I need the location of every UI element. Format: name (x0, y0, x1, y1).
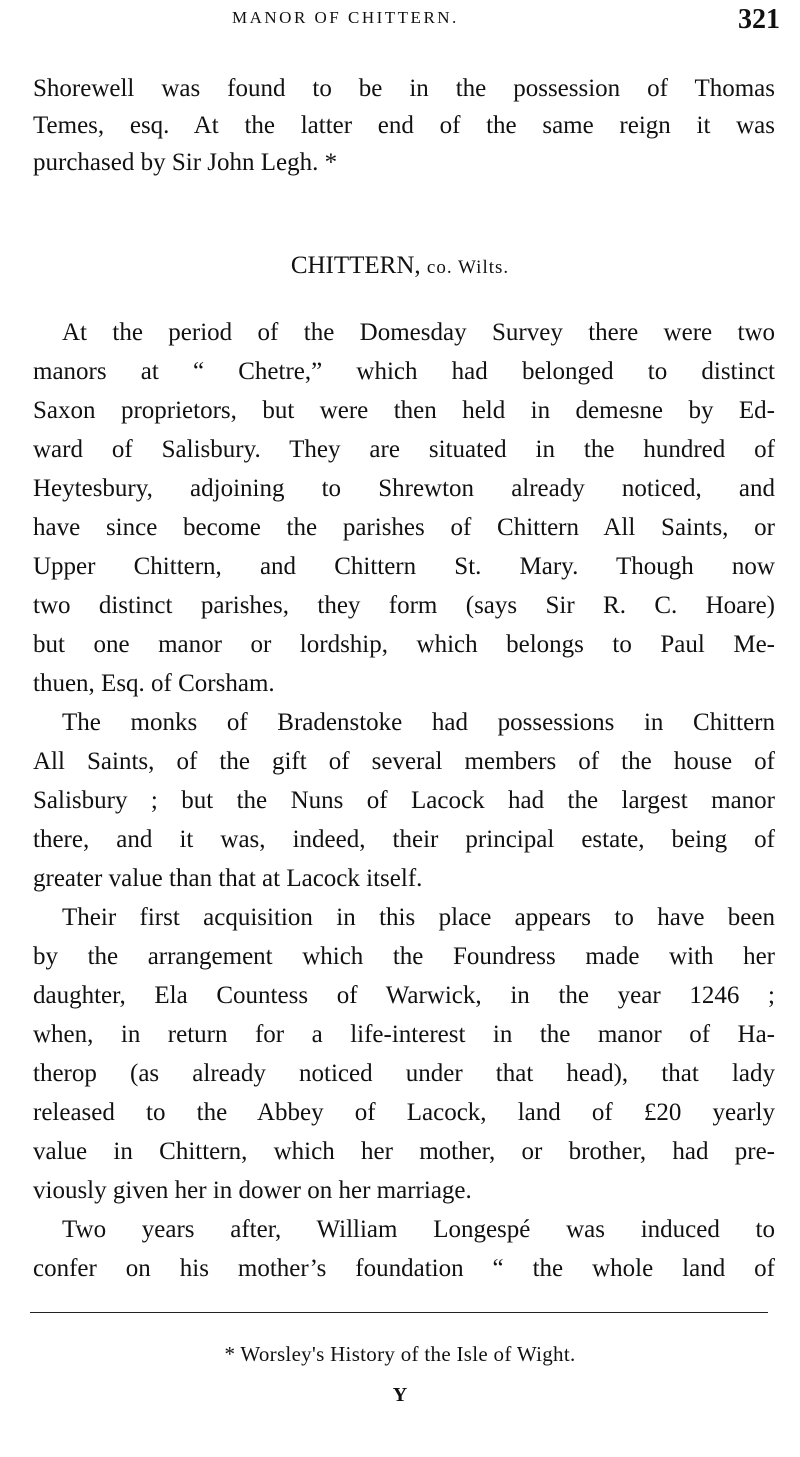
page-number: 321 (738, 4, 780, 35)
text-line: viously given her in dower on her marriage. (33, 1177, 472, 1204)
text-line: value in Chittern, which her mother, or brother, had pre- (33, 1138, 775, 1165)
text-line: Shorewell was found to be in the possession of Thomas (33, 75, 775, 102)
text-line: purchased by Sir John Legh. * (33, 149, 338, 176)
text-line: confer on his mother’s foundation “ the whole land of (33, 1255, 775, 1282)
text-line: when, in return for a life-interest in the manor of Ha- (33, 1021, 775, 1048)
text-line: Heytesbury, adjoining to Shrewton already noticed, and (33, 475, 775, 502)
signature-mark: Y (392, 1384, 408, 1406)
text-line: greater value than that at Lacock itself. (33, 865, 423, 892)
text-line: Upper Chittern, and Chittern St. Mary. Though now (33, 553, 775, 580)
text-line: All Saints, of the gift of several members of the house of (33, 748, 775, 775)
text-line: ward of Salisbury. They are situated in the hundred of (33, 436, 775, 463)
text-line: Saxon proprietors, but were then held in demesne by Ed- (33, 397, 775, 424)
text-line: Two years after, William Longespé was induced to (62, 1216, 775, 1243)
text-line: have since become the parishes of Chittern All Saints, or (33, 514, 775, 541)
text-line: Temes, esq. At the latter end of the same reign it was (33, 112, 775, 139)
text-line: Salisbury ; but the Nuns of Lacock had the largest manor (33, 787, 775, 814)
running-title: MANOR OF CHITTERN. (232, 8, 459, 27)
text-line: Their first acquisition in this place appears to have been (62, 904, 775, 931)
text-line: thuen, Esq. of Corsham. (33, 670, 275, 697)
section-heading (0, 252, 800, 280)
text-line: but one manor or lordship, which belongs to Paul Me- (33, 631, 775, 658)
footnote-rule (30, 1312, 768, 1313)
section-heading-sub: co. Wilts. (426, 257, 510, 278)
footnote: * Worsley's History of the Isle of Wight. (224, 1342, 576, 1366)
text-line: At the period of the Domesday Survey there were two (62, 319, 775, 346)
text-line: therop (as already noticed under that head), that lady (33, 1060, 775, 1087)
text-line: released to the Abbey of Lacock, land of £20 yearly (33, 1099, 775, 1126)
text-line: by the arrangement which the Foundress made with her (33, 943, 775, 970)
section-heading-main: CHITTERN, (290, 252, 421, 279)
text-line: two distinct parishes, they form (says Sir R. C. Hoare) (33, 592, 775, 619)
text-line: there, and it was, indeed, their principal estate, being of (33, 826, 775, 853)
text-line: The monks of Bradenstoke had possessions in Chittern (62, 709, 775, 736)
text-line: manors at “ Chetre,” which had belonged to distinct (33, 358, 775, 385)
text-line: daughter, Ela Countess of Warwick, in the year 1246 ; (33, 982, 775, 1009)
